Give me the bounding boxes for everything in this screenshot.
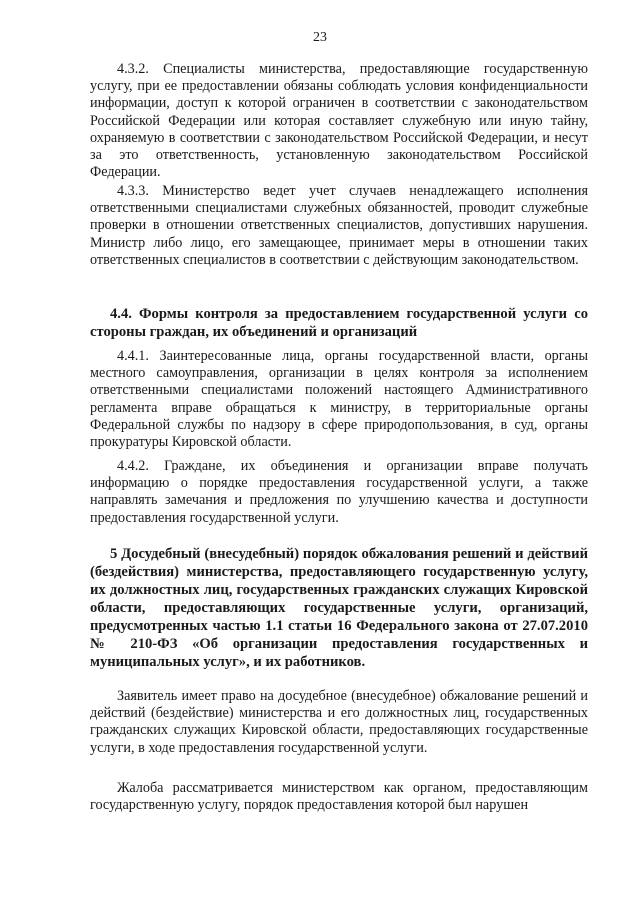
section-heading-5: 5 Досудебный (внесудебный) порядок обжалования решений и действий (бездействия) министерства, предоставляющего государственную услугу, их должностных лиц, государственных гражданских служащих Кировской области, предоставляющих государственные услуги, организаций, предусмотренных частью 1.1 статьи 16 Федерального закона от 27.07.2010 № 210-ФЗ «Об организации предоставления государственных и муниципальных услуг», и их работников. [90, 546, 588, 670]
paragraph-4-3-3: 4.3.3. Министерство ведет учет случаев ненадлежащего исполнения ответственными специалистами служебных обязанностей, проводит служебные проверки в отношении ответственных специалистов, допустивших нарушения. Министр либо лицо, его замещающее, принимает меры в отношении таких ответственных специалистов в соответствии с действующим законодательством. [90, 183, 588, 268]
page-number: 23 [313, 30, 327, 45]
paragraph-4-3-2: 4.3.2. Специалисты министерства, предоставляющие государственную услугу, при ее предоставлении обязаны соблюдать условия конфиденциальности информации, доступ к которой ограничен в соответствии с законодательством Российской Федерации или которая составляет служебную или иную тайну, охраняемую в соответствии с законодательством Российской Федерации, и несут за это ответственность, установленную законодательством Российской Федерации. [90, 61, 588, 181]
paragraph-4-4-2: 4.4.2. Граждане, их объединения и организации вправе получать информацию о порядке предоставления государственной услуги, а также направлять замечания и предложения по улучшению качества и доступности предоставления государственной услуги. [90, 458, 588, 526]
section-heading-4-4: 4.4. Формы контроля за предоставлением государственной услуги со стороны граждан, их объединений и организаций [90, 306, 588, 340]
paragraph-4-4-1: 4.4.1. Заинтересованные лица, органы государственной власти, органы местного самоуправления, организации в целях контроля за исполнением ответственными специалистами положений настоящего Административного регламента вправе обращаться к министру, в территориальные органы Федеральной службы по надзору в сфере природопользования, в суд, органы прокуратуры Кировской области. [90, 348, 588, 451]
paragraph-complaint: Жалоба рассматривается министерством как органом, предоставляющим государственную услугу, порядок предоставления которой был нарушен [90, 780, 588, 814]
paragraph-applicant-right: Заявитель имеет право на досудебное (внесудебное) обжалование решений и действий (бездействие) министерства и его должностных лиц, государственных гражданских служащих Кировской области, предоставляющих государственные услуги, в ходе предоставления государственной услуги. [90, 688, 588, 756]
